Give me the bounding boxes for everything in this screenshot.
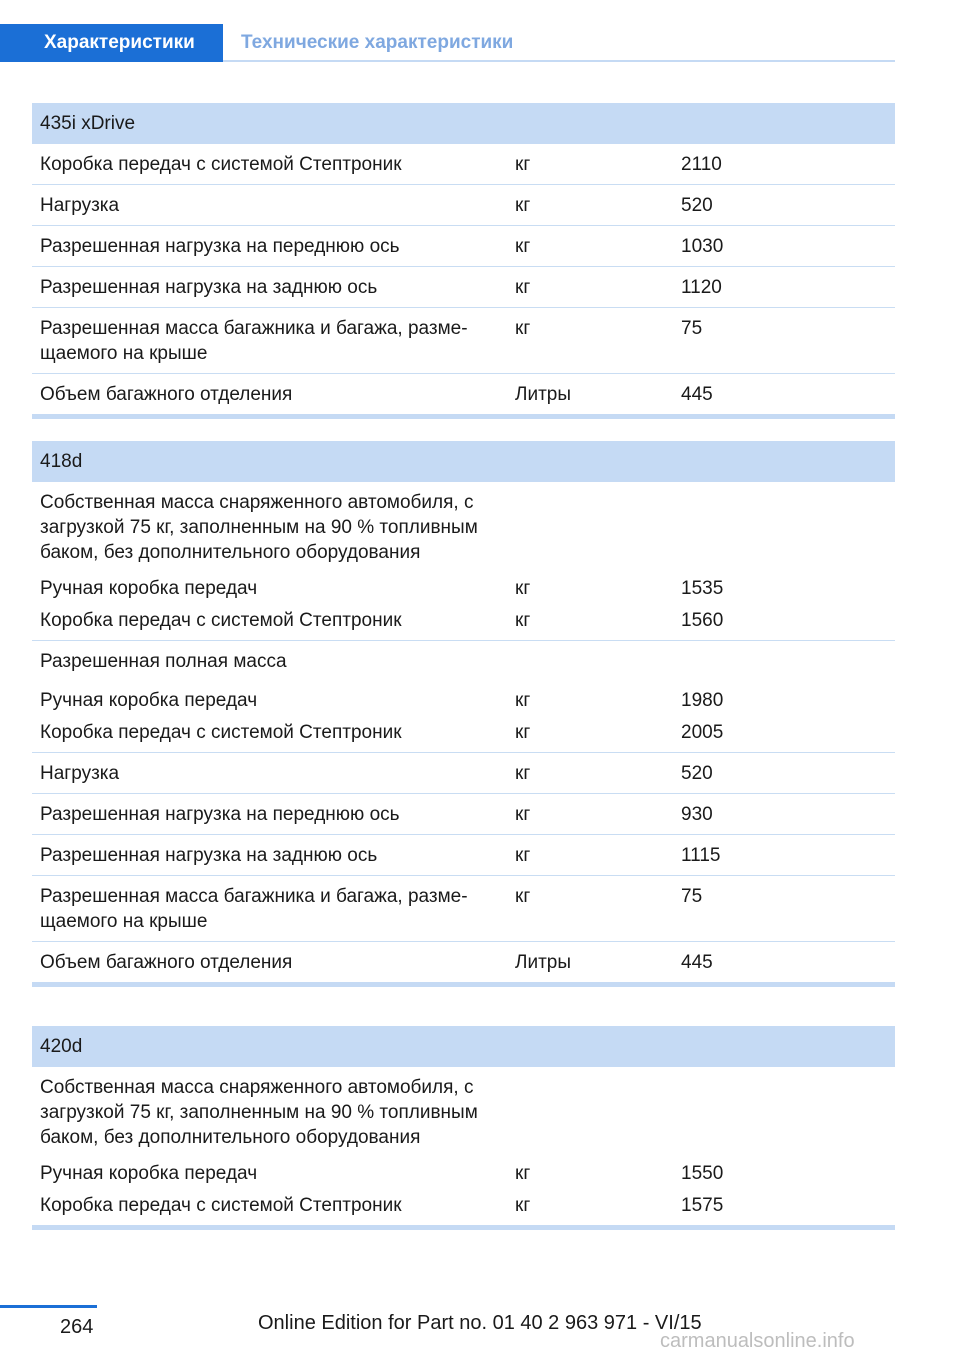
row-unit: Литры — [515, 952, 572, 973]
row-value — [681, 1075, 895, 1150]
row-value: 445 — [681, 952, 713, 973]
header-divider — [223, 60, 895, 62]
row-value — [681, 649, 895, 674]
row-value: 2110 — [681, 154, 722, 175]
row-unit: кг — [515, 610, 531, 631]
table-row — [32, 752, 895, 793]
row-label: Коробка передач с системой Стептроник — [40, 154, 402, 175]
spec-table-420d — [32, 1026, 895, 1230]
watermark: carmanualsonline.info — [660, 1330, 855, 1352]
row-value: 520 — [681, 195, 713, 216]
row-label: Нагрузка — [40, 195, 120, 216]
table-row — [32, 834, 895, 875]
table-title: 435i xDrive — [32, 103, 895, 144]
page-header — [0, 24, 895, 62]
page-number: 264 — [60, 1316, 94, 1338]
row-value — [681, 490, 895, 565]
row-label: Объем багажного отделения — [40, 952, 293, 973]
row-label: Разрешенная нагрузка на переднюю ось — [40, 236, 400, 257]
table-title: 420d — [32, 1026, 895, 1067]
row-label: Коробка передач с системой Стептроник — [40, 722, 402, 743]
row-unit: кг — [515, 763, 531, 784]
edition-footer: Online Edition for Part no. 01 40 2 963 971 - VI/15 — [258, 1312, 702, 1334]
table-row — [32, 1157, 895, 1193]
row-label: Ручная коробка передач — [40, 578, 258, 599]
table-row — [32, 1067, 895, 1157]
row-unit: кг — [515, 236, 531, 257]
row-value: 1550 — [681, 1163, 724, 1184]
table-bottom-rule — [32, 982, 895, 987]
row-label: Разрешенная нагрузка на заднюю ось — [40, 277, 378, 298]
row-label: Коробка передач с системой Стептроник — [40, 610, 402, 631]
row-label: Ручная коробка передач — [40, 690, 258, 711]
row-value: 930 — [681, 804, 713, 825]
table-row — [32, 793, 895, 834]
row-value: 1120 — [681, 277, 722, 298]
table-row — [32, 266, 895, 307]
table-row — [32, 941, 895, 982]
table-bottom-rule — [32, 1225, 895, 1230]
row-unit — [507, 1075, 681, 1150]
row-unit: кг — [515, 277, 531, 298]
row-unit: кг — [515, 1163, 531, 1184]
table-row — [32, 875, 895, 941]
row-unit: кг — [515, 154, 531, 175]
table-row — [32, 307, 895, 373]
row-label: Разрешенная полная масса — [40, 651, 287, 672]
row-value: 1980 — [681, 690, 724, 711]
row-unit: кг — [515, 195, 531, 216]
table-row — [32, 572, 895, 608]
table-row — [32, 608, 895, 640]
row-value: 445 — [681, 384, 713, 405]
row-value: 75 — [681, 886, 703, 907]
table-row — [32, 144, 895, 184]
table-row — [32, 640, 895, 681]
table-row — [32, 681, 895, 720]
row-value: 75 — [681, 318, 703, 339]
row-label: Разрешенная нагрузка на переднюю ось — [40, 804, 400, 825]
table-row — [32, 1193, 895, 1225]
row-value: 2005 — [681, 722, 724, 743]
page-number-bar — [0, 1305, 97, 1308]
table-row — [32, 225, 895, 266]
row-label: Разрешенная нагрузка на заднюю ось — [40, 845, 378, 866]
row-label: Собственная масса снаряженного автомобиля, с загрузкой 75 кг, заполненным на 90 % топливным баком, без дополнительного оборудования — [40, 492, 478, 563]
row-unit: кг — [515, 722, 531, 743]
header-tab-characteristics[interactable]: Характеристики — [0, 24, 223, 62]
row-label: Разрешенная масса багажника и багажа, разме- щаемого на крыше — [40, 886, 468, 932]
row-label: Коробка передач с системой Стептроник — [40, 1195, 402, 1216]
table-row — [32, 482, 895, 572]
header-section-title[interactable]: Технические характеристики — [241, 32, 514, 53]
spec-table-418d — [32, 441, 895, 987]
row-unit: кг — [515, 1195, 531, 1216]
row-value: 1575 — [681, 1195, 724, 1216]
row-unit: кг — [515, 690, 531, 711]
row-label: Разрешенная масса багажника и багажа, разме- щаемого на крыше — [40, 318, 468, 364]
row-unit: кг — [515, 318, 531, 339]
row-unit — [507, 649, 681, 674]
row-unit: Литры — [515, 384, 572, 405]
row-label: Собственная масса снаряженного автомобиля, с загрузкой 75 кг, заполненным на 90 % топливным баком, без дополнительного оборудования — [40, 1077, 478, 1148]
row-value: 520 — [681, 763, 713, 784]
row-unit — [507, 490, 681, 565]
row-label: Ручная коробка передач — [40, 1163, 258, 1184]
table-title: 418d — [32, 441, 895, 482]
row-label: Объем багажного отделения — [40, 384, 293, 405]
table-row — [32, 720, 895, 752]
table-row — [32, 184, 895, 225]
row-unit: кг — [515, 578, 531, 599]
row-value: 1535 — [681, 578, 724, 599]
row-unit: кг — [515, 804, 531, 825]
table-row — [32, 373, 895, 414]
row-label: Нагрузка — [40, 763, 120, 784]
row-value: 1560 — [681, 610, 724, 631]
row-value: 1030 — [681, 236, 724, 257]
row-unit: кг — [515, 845, 531, 866]
row-value: 1115 — [681, 845, 721, 866]
table-bottom-rule — [32, 414, 895, 419]
spec-table-435i — [32, 103, 895, 419]
row-unit: кг — [515, 886, 531, 907]
